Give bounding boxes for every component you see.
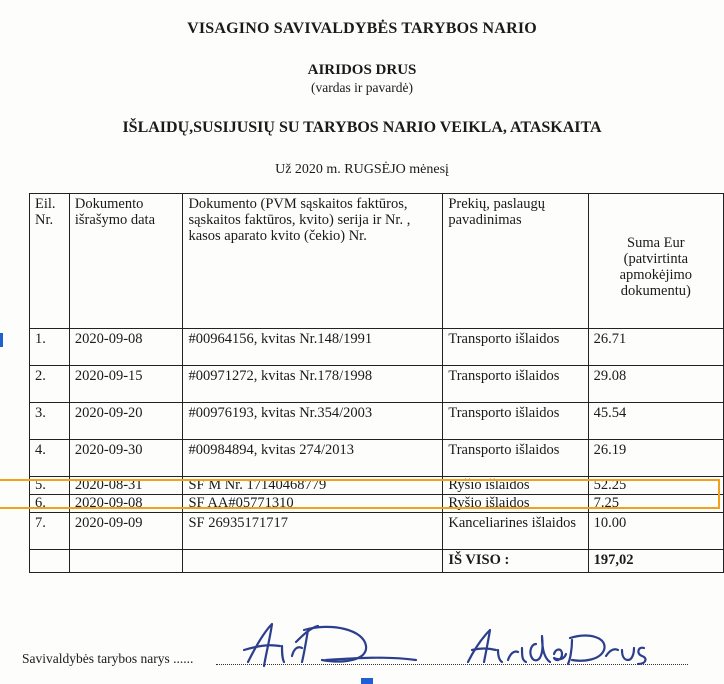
row-item-name: Ryšio išlaidos (443, 495, 588, 513)
table-row (30, 366, 724, 403)
total-label: IŠ VISO : (443, 550, 588, 573)
row-document: #00964156, kvitas Nr.148/1991 (183, 329, 443, 366)
column-header-sum: Suma Eur (patvirtinta apmokėjimo dokumentu) (588, 194, 723, 329)
table-total-row (30, 550, 724, 573)
row-date: 2020-09-08 (69, 495, 183, 513)
row-document: SF AA#05771310 (183, 495, 443, 513)
row-document: #00984894, kvitas 274/2013 (183, 440, 443, 477)
row-item-name: Kanceliarines išlaidos (443, 513, 588, 550)
total-value: 197,02 (588, 550, 723, 573)
row-item-name: Transporto išlaidos (443, 440, 588, 477)
table-row (30, 440, 724, 477)
row-date: 2020-09-20 (69, 403, 183, 440)
column-header-nr: Eil. Nr. (30, 194, 70, 329)
table-row (30, 329, 724, 366)
row-item-name: Transporto išlaidos (443, 329, 588, 366)
row-item-name: Ryšio išlaidos (443, 477, 588, 495)
row-sum: 10.00 (588, 513, 723, 550)
row-highlight-box (0, 479, 720, 509)
row-sum: 26.19 (588, 440, 723, 477)
row-nr: 5. (30, 477, 70, 495)
table-row (30, 403, 724, 440)
row-document: #00976193, kvitas Nr.354/2003 (183, 403, 443, 440)
table-header-row (30, 194, 724, 329)
row-document: #00971272, kvitas Nr.178/1998 (183, 366, 443, 403)
row-sum: 29.08 (588, 366, 723, 403)
report-title: IŠLAIDŲ,SUSIJUSIŲ SU TARYBOS NARIO VEIKLA, ATASKAITA (122, 119, 602, 136)
row-sum: 26.71 (588, 329, 723, 366)
bottom-edge-marker (361, 678, 373, 684)
row-sum: 7.25 (588, 495, 723, 513)
row-date: 2020-09-15 (69, 366, 183, 403)
row-document: SF 26935171717 (183, 513, 443, 550)
name-hint: (vardas ir pavardė) (311, 80, 413, 95)
report-period: Už 2020 m. RUGSĖJO mėnesį (275, 162, 449, 177)
member-name: AIRIDOS DRUS (307, 62, 417, 78)
row-nr: 7. (30, 513, 70, 550)
row-nr: 3. (30, 403, 70, 440)
column-header-date: Dokumento išrašymo data (69, 194, 183, 329)
row-date: 2020-09-30 (69, 440, 183, 477)
row-sum: 45.54 (588, 403, 723, 440)
council-member-heading: VISAGINO SAVIVALDYBĖS TARYBOS NARIO (187, 20, 537, 37)
row-nr: 1. (30, 329, 70, 366)
column-header-goods: Prekių, paslaugų pavadinimas (443, 194, 588, 329)
expense-table (29, 193, 724, 573)
column-header-document: Dokumento (PVM sąskaitos faktūros, sąskaitos faktūros, kvito) serija ir Nr. , kasos aparato kvito (čekio) Nr. (183, 194, 443, 329)
row-item-name: Transporto išlaidos (443, 403, 588, 440)
handwritten-signature (236, 616, 666, 676)
left-edge-marker (0, 333, 3, 347)
row-date: 2020-09-08 (69, 329, 183, 366)
row-date: 2020-08-31 (69, 477, 183, 495)
row-date: 2020-09-09 (69, 513, 183, 550)
row-nr: 2. (30, 366, 70, 403)
row-item-name: Transporto išlaidos (443, 366, 588, 403)
table-row (30, 513, 724, 550)
row-nr: 6. (30, 495, 70, 513)
row-document: SF M Nr. 17140468779 (183, 477, 443, 495)
row-sum: 52.25 (588, 477, 723, 495)
row-nr: 4. (30, 440, 70, 477)
signature-label: Savivaldybės tarybos narys ...... (22, 651, 194, 666)
